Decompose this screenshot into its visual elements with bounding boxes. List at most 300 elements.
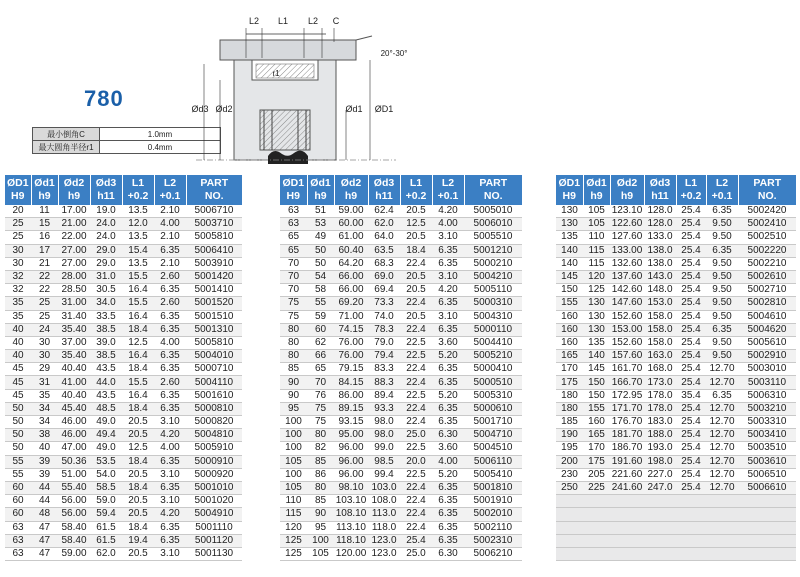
col-header-line: +0.2	[680, 190, 702, 202]
cell-od3: 58.5	[90, 481, 122, 494]
cell-id1: 150	[583, 376, 610, 389]
cell-id1: 130	[583, 310, 610, 323]
cell-l2: 6.35	[154, 323, 186, 336]
cell-od3: 198.0	[644, 455, 676, 468]
cell-od1: 160	[556, 310, 583, 323]
cell-l2: 2.10	[154, 231, 186, 244]
cell-part-no: 5004110	[186, 376, 242, 389]
cell-l2: 6.35	[706, 244, 738, 257]
cell-id1: 90	[307, 508, 334, 521]
table-body	[556, 205, 796, 561]
cell-id1: 50	[307, 244, 334, 257]
cell-od2: 120.00	[335, 547, 367, 559]
cell-od1: 50	[5, 402, 31, 415]
cell-part-no: 5003510	[738, 442, 796, 455]
spec-value: 0.4mm	[100, 141, 221, 154]
empty-cell	[676, 547, 706, 560]
radius-label: r1	[272, 69, 280, 78]
cell-od3: 133.0	[644, 231, 676, 244]
cell-l2: 9.50	[706, 310, 738, 323]
cell-od3: 48.5	[90, 402, 122, 415]
cell-od1: 140	[556, 244, 583, 257]
cell-id1: 55	[307, 297, 334, 310]
cell-l2: 12.70	[706, 402, 738, 415]
table-row	[280, 323, 522, 336]
col-header-od1	[5, 175, 31, 205]
cell-od1: 190	[556, 429, 583, 442]
col-header-part-no	[186, 175, 242, 205]
cell-od3: 54.0	[90, 468, 122, 481]
cell-id1: 155	[583, 402, 610, 415]
cell-od2: 46.00	[58, 416, 90, 429]
cell-part-no: 5006610	[738, 481, 796, 494]
cell-od3: 30.5	[90, 284, 122, 297]
cell-od1: 105	[280, 455, 307, 468]
cell-id1: 21	[31, 257, 58, 270]
table-row	[5, 402, 242, 415]
cell-od3: 59.0	[90, 495, 122, 508]
cell-id1: 50	[307, 257, 334, 270]
table-row	[5, 310, 242, 323]
cell-od2: 186.70	[611, 442, 643, 454]
cell-l1: 22.4	[400, 521, 432, 534]
cell-od2: 221.60	[611, 468, 643, 480]
cell-l1: 22.5	[400, 442, 432, 455]
cell-l1: 25.4	[676, 218, 706, 231]
cell-od1: 55	[5, 468, 31, 481]
empty-cell	[738, 534, 796, 547]
cell-od1: 155	[556, 297, 583, 310]
d1-small-label: Ød1	[345, 104, 363, 114]
cell-l2: 6.35	[432, 416, 464, 429]
table-body	[280, 205, 522, 561]
cell-part-no: 5005110	[464, 284, 522, 297]
cell-od2: 76.00	[334, 350, 368, 363]
cell-od2: 176.70	[611, 416, 643, 428]
cell-l1: 22.5	[400, 389, 432, 402]
cell-id1: 58	[307, 284, 334, 297]
cell-id1: 135	[583, 336, 610, 349]
cell-l2: 3.60	[432, 336, 464, 349]
cell-od2: 96.00	[334, 455, 368, 468]
table-row	[556, 270, 796, 283]
cell-id1: 59	[307, 310, 334, 323]
cell-part-no: 5003610	[738, 455, 796, 468]
dimension-table-3	[556, 175, 796, 561]
cell-od3: 118.0	[368, 521, 400, 534]
table-row	[556, 429, 796, 442]
cell-l2: 12.70	[706, 442, 738, 455]
cell-id1: 35	[31, 389, 58, 402]
cell-l2: 4.00	[154, 442, 186, 455]
cell-id1: 24	[31, 323, 58, 336]
table-row	[556, 310, 796, 323]
cell-od1: 65	[280, 231, 307, 244]
cell-id1: 34	[31, 402, 58, 415]
cell-l2: 2.60	[154, 297, 186, 310]
cross-section-drawing	[176, 10, 416, 172]
cell-part-no: 5005010	[464, 205, 522, 218]
table-row	[5, 534, 242, 547]
cell-l2: 6.35	[706, 205, 738, 218]
cell-l1: 25.4	[676, 231, 706, 244]
cell-id1: 76	[307, 389, 334, 402]
cell-part-no: 5001810	[464, 481, 522, 494]
cell-l1: 20.5	[122, 468, 154, 481]
cell-l1: 22.4	[400, 495, 432, 508]
table-row	[5, 481, 242, 494]
cell-od2: 35.40	[58, 323, 90, 336]
cell-id1: 22	[31, 284, 58, 297]
cell-od1: 63	[5, 534, 31, 547]
cell-od3: 247.0	[644, 481, 676, 494]
cell-part-no: 5004410	[464, 336, 522, 349]
col-header-line: L2	[163, 177, 177, 189]
header-row	[556, 175, 796, 205]
cell-part-no: 5002010	[464, 508, 522, 521]
cell-od1: 55	[5, 455, 31, 468]
cell-od1: 30	[5, 257, 31, 270]
cell-id1: 15	[31, 218, 58, 231]
cell-id1: 75	[307, 416, 334, 429]
cell-od2: 74.15	[334, 323, 368, 336]
table-row	[5, 429, 242, 442]
col-header-od2	[610, 175, 644, 205]
cell-part-no: 5003110	[738, 376, 796, 389]
cell-l2: 12.70	[706, 376, 738, 389]
cell-l2: 6.35	[432, 363, 464, 376]
table-row	[280, 389, 522, 402]
cell-od3: 108.0	[368, 495, 400, 508]
col-header-line: Ød2	[340, 177, 362, 189]
cell-od2: 27.00	[58, 244, 90, 257]
cell-od3: 227.0	[644, 468, 676, 481]
cell-l2: 6.35	[154, 350, 186, 363]
col-header-line: ØD1	[558, 177, 581, 189]
cell-l2: 5.20	[432, 389, 464, 402]
table-row	[5, 521, 242, 534]
cell-l1: 18.4	[400, 244, 432, 257]
cell-l1: 25.4	[676, 310, 706, 323]
cell-id1: 100	[307, 534, 334, 547]
empty-cell	[610, 547, 644, 560]
cell-id1: 105	[583, 218, 610, 231]
cell-od3: 49.0	[90, 442, 122, 455]
cell-od2: 61.00	[334, 231, 368, 244]
cell-l1: 16.4	[122, 389, 154, 402]
col-header-line: L1	[409, 177, 423, 189]
cell-od3: 143.0	[644, 270, 676, 283]
cell-part-no: 5001010	[186, 481, 242, 494]
col-header-part-no	[464, 175, 522, 205]
empty-cell	[556, 521, 583, 534]
table-row	[5, 389, 242, 402]
cell-l2: 3.10	[154, 547, 186, 560]
cell-l2: 6.35	[706, 323, 738, 336]
spec-label: 最小倒角C	[33, 128, 100, 141]
cell-od1: 40	[5, 336, 31, 349]
cell-part-no: 5001510	[186, 310, 242, 323]
table-row	[280, 270, 522, 283]
table-row	[5, 547, 242, 560]
cell-od3: 79.0	[368, 336, 400, 349]
cell-id1: 31	[31, 376, 58, 389]
table-row	[5, 205, 242, 218]
cell-od2: 93.15	[334, 416, 368, 429]
table-row	[556, 244, 796, 257]
cell-od2: 58.40	[58, 521, 90, 534]
cell-l1: 25.0	[400, 547, 432, 560]
cell-od3: 188.0	[644, 429, 676, 442]
cell-l1: 35.4	[676, 389, 706, 402]
cell-id1: 80	[307, 429, 334, 442]
cell-l2: 9.50	[706, 231, 738, 244]
cell-part-no: 5001020	[186, 495, 242, 508]
empty-cell	[556, 534, 583, 547]
cell-od3: 148.0	[644, 284, 676, 297]
table-header	[556, 175, 796, 205]
cell-part-no: 5001520	[186, 297, 242, 310]
table-row	[280, 297, 522, 310]
l1-label: L1	[277, 16, 289, 26]
cell-od2: 172.95	[611, 389, 643, 401]
empty-row	[556, 521, 796, 534]
table-row	[5, 416, 242, 429]
cell-id1: 16	[31, 231, 58, 244]
cell-l1: 16.4	[122, 284, 154, 297]
cell-od2: 37.00	[58, 336, 90, 349]
cell-id1: 86	[307, 468, 334, 481]
cell-od3: 38.5	[90, 350, 122, 363]
cell-od1: 45	[5, 363, 31, 376]
cell-part-no: 5005410	[464, 468, 522, 481]
cell-l2: 6.35	[432, 521, 464, 534]
cell-l1: 12.5	[400, 218, 432, 231]
cell-od3: 62.0	[368, 218, 400, 231]
cell-l2: 6.35	[154, 402, 186, 415]
cell-id1: 40	[31, 442, 58, 455]
col-header-line: Ød3	[373, 177, 395, 189]
table-row	[556, 468, 796, 481]
cell-od1: 185	[556, 416, 583, 429]
cell-od1: 45	[5, 389, 31, 402]
cell-l2: 6.35	[432, 508, 464, 521]
cell-od2: 40.40	[58, 363, 90, 376]
cell-od3: 98.5	[368, 455, 400, 468]
cell-part-no: 5006410	[186, 244, 242, 257]
rod-plate	[220, 40, 356, 60]
col-header-l1	[676, 175, 706, 205]
cell-od1: 90	[280, 376, 307, 389]
col-header-l2	[154, 175, 186, 205]
cell-od1: 65	[280, 244, 307, 257]
cell-part-no: 5000310	[464, 297, 522, 310]
empty-cell	[610, 534, 644, 547]
col-header-line: +0.2	[405, 190, 427, 202]
table-row	[5, 350, 242, 363]
cell-od3: 123.0	[368, 547, 400, 560]
cell-id1: 130	[583, 297, 610, 310]
cell-od3: 61.5	[90, 521, 122, 534]
cell-part-no: 5004210	[464, 270, 522, 283]
table-row	[280, 547, 522, 560]
cell-od2: 60.40	[334, 244, 368, 257]
cell-od1: 95	[280, 402, 307, 415]
col-header-line: h9	[590, 190, 603, 202]
cell-l2: 9.50	[706, 284, 738, 297]
cell-l2: 3.10	[432, 270, 464, 283]
cell-od3: 69.4	[368, 284, 400, 297]
col-header-line: +0.1	[711, 190, 733, 202]
cell-od1: 80	[280, 336, 307, 349]
cell-od1: 100	[280, 416, 307, 429]
table-row	[556, 323, 796, 336]
cell-l1: 22.5	[400, 336, 432, 349]
cell-od1: 180	[556, 402, 583, 415]
table-row	[5, 363, 242, 376]
cell-l1: 25.4	[676, 481, 706, 494]
cell-l2: 4.00	[432, 218, 464, 231]
empty-cell	[610, 521, 644, 534]
col-header-line: ØD1	[6, 177, 29, 189]
cell-l1: 25.4	[676, 284, 706, 297]
cell-l2: 6.30	[432, 429, 464, 442]
col-header-od1	[280, 175, 307, 205]
col-header-line: H9	[11, 190, 25, 202]
cell-l2: 6.30	[432, 547, 464, 560]
cell-l2: 4.20	[154, 429, 186, 442]
cell-od1: 200	[556, 455, 583, 468]
cell-l1: 25.4	[676, 442, 706, 455]
cell-l1: 25.4	[676, 416, 706, 429]
cell-id1: 60	[307, 323, 334, 336]
cell-l2: 6.35	[432, 257, 464, 270]
cell-part-no: 5003710	[186, 218, 242, 231]
empty-row	[556, 508, 796, 521]
cell-part-no: 5005510	[464, 231, 522, 244]
cell-od1: 145	[556, 270, 583, 283]
cell-od2: 50.36	[58, 455, 90, 468]
empty-row	[556, 547, 796, 560]
table-row	[556, 297, 796, 310]
cell-l1: 20.5	[122, 508, 154, 521]
cell-od3: 39.0	[90, 336, 122, 349]
cell-od3: 53.5	[90, 455, 122, 468]
cell-l2: 6.35	[154, 534, 186, 547]
cell-od2: 76.00	[334, 336, 368, 349]
col-header-line: L1	[684, 177, 698, 189]
cell-l1: 22.4	[400, 363, 432, 376]
col-header-od3	[368, 175, 400, 205]
cell-od2: 122.60	[611, 218, 643, 230]
cell-id1: 120	[583, 270, 610, 283]
cell-od1: 60	[5, 481, 31, 494]
cell-l2: 6.35	[432, 244, 464, 257]
cell-od2: 152.60	[611, 310, 643, 322]
cell-l1: 20.5	[400, 284, 432, 297]
empty-cell	[644, 521, 676, 534]
cell-part-no: 5006010	[464, 218, 522, 231]
col-header-id1	[307, 175, 334, 205]
cell-od2: 86.00	[334, 389, 368, 402]
cell-l1: 25.4	[676, 455, 706, 468]
cell-od1: 160	[556, 323, 583, 336]
table-row	[556, 231, 796, 244]
cell-l1: 22.4	[400, 323, 432, 336]
cell-l1: 12.5	[122, 442, 154, 455]
cell-od1: 175	[556, 376, 583, 389]
cell-part-no: 5002220	[738, 244, 796, 257]
cell-l2: 6.35	[432, 376, 464, 389]
cell-l1: 20.5	[400, 270, 432, 283]
cell-id1: 47	[31, 521, 58, 534]
cell-od3: 79.4	[368, 350, 400, 363]
cell-id1: 66	[307, 350, 334, 363]
table-row	[280, 521, 522, 534]
l2-left-label: L2	[248, 16, 260, 26]
cell-od2: 113.10	[334, 521, 368, 534]
col-header-l1	[122, 175, 154, 205]
cell-part-no: 5004510	[464, 442, 522, 455]
table-row	[556, 205, 796, 218]
table-header	[280, 175, 522, 205]
cell-l1: 25.0	[400, 429, 432, 442]
cell-part-no: 5001910	[464, 495, 522, 508]
empty-cell	[644, 547, 676, 560]
cell-od3: 178.0	[644, 402, 676, 415]
cell-od2: 41.00	[58, 376, 90, 389]
cell-l1: 13.5	[122, 257, 154, 270]
empty-cell	[706, 547, 738, 560]
cell-id1: 205	[583, 468, 610, 481]
cell-od1: 125	[280, 534, 307, 547]
empty-cell	[583, 521, 610, 534]
table-row	[5, 244, 242, 257]
spec-label: 最大圆角半径r1	[33, 141, 100, 154]
table-row	[556, 442, 796, 455]
cell-l2: 6.35	[706, 389, 738, 402]
cell-od3: 88.3	[368, 376, 400, 389]
cell-part-no: 5002410	[738, 218, 796, 231]
cell-od2: 69.20	[334, 297, 368, 310]
col-header-line: L2	[441, 177, 455, 189]
cell-l1: 16.4	[122, 350, 154, 363]
cell-od3: 33.5	[90, 310, 122, 323]
cell-od3: 78.3	[368, 323, 400, 336]
col-header-line: h11	[651, 190, 669, 202]
cell-od1: 50	[5, 416, 31, 429]
cell-id1: 25	[31, 310, 58, 323]
cell-l1: 20.5	[400, 205, 432, 218]
col-header-od3	[644, 175, 676, 205]
cell-od1: 105	[280, 481, 307, 494]
empty-cell	[583, 495, 610, 508]
cell-part-no: 5004010	[186, 350, 242, 363]
cell-id1: 70	[307, 376, 334, 389]
col-header-line: Ød1	[586, 177, 607, 189]
table-row	[280, 495, 522, 508]
cell-od1: 100	[280, 442, 307, 455]
cell-od1: 85	[280, 363, 307, 376]
empty-cell	[738, 547, 796, 560]
cell-od1: 20	[5, 205, 31, 218]
col-header-line: h9	[344, 190, 358, 202]
cell-od3: 83.3	[368, 363, 400, 376]
cell-l2: 6.35	[154, 310, 186, 323]
cell-l1: 13.5	[122, 231, 154, 244]
empty-cell	[644, 495, 676, 508]
cell-od3: 103.0	[368, 481, 400, 494]
